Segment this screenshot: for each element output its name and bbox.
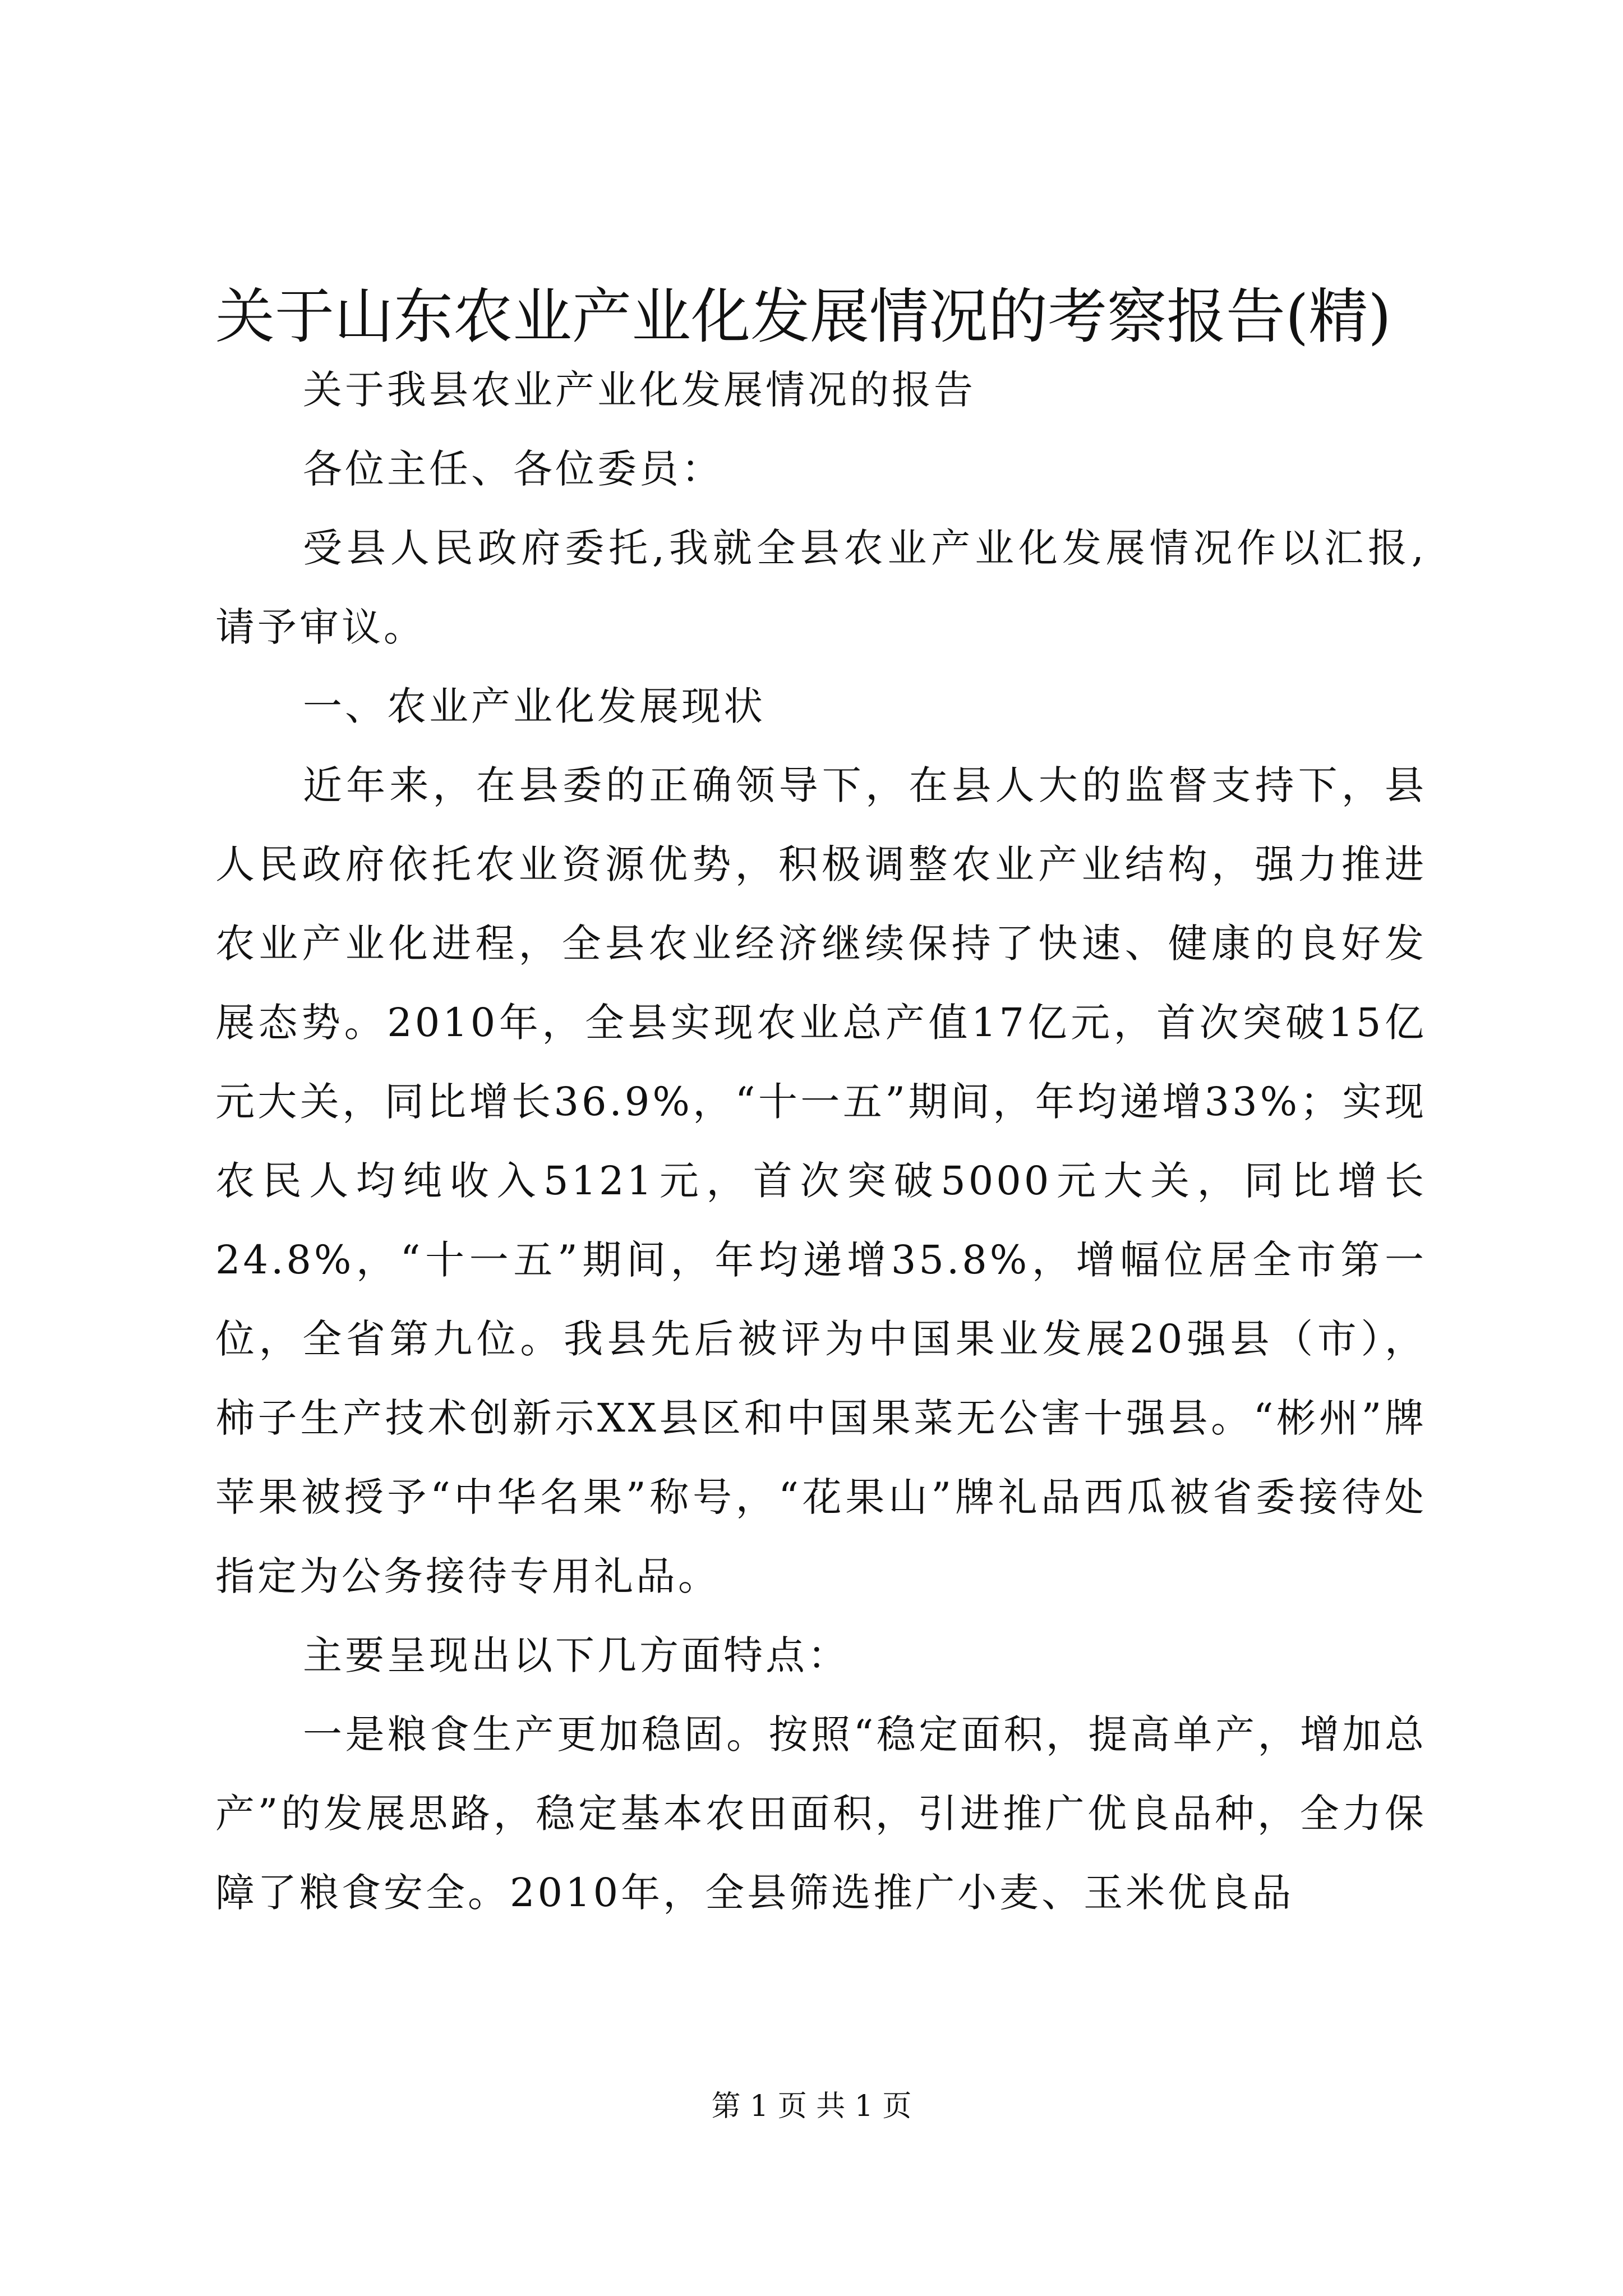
document-body (215, 351, 1427, 1932)
document-title: 关于山东农业产业化发展情况的考察报告(精) (215, 282, 1391, 351)
salutation: 各位主任、各位委员： (303, 446, 723, 492)
intro-paragraph: 受县人民政府委托,我就全县农业产业化发展情况作以汇报,请予审议。 (215, 525, 1427, 650)
report-subtitle: 关于我县农业产业化发展情况的报告 (303, 367, 976, 413)
body-paragraph: 一是粮食生产更加稳固。按照“稳定面积，提高单产，增加总产”的发展思路，稳定基本农田面积，引进推广优良品种，全力保障了粮食安全。2010年，全县筛选推广小麦、玉米优良品 (215, 1711, 1427, 1916)
body-paragraph: 近年来，在县委的正确领导下，在县人大的监督支持下，县人民政府依托农业资源优势，积极调整农业产业结构，强力推进农业产业化进程，全县农业经济继续保持了快速、健康的良好发展态势。2010年，全县实现农业总产值17亿元，首次突破15亿元大关，同比增长36.9%，“十一五”期间，年均递增33%；实现农民人均纯收入5121元，首次突破5000元大关，同比增长24.8%，“十一五”期间，年均递增35.8%，增幅位居全市第一位，全省第九位。我县先后被评为中国果业发展20强县（市），柿子生产技术创新示XX县区和中国果菜无公害十强县。“彬州”牌苹果被授予“中华名果”称号，“花果山”牌礼品西瓜被省委接待处指定为公务接待专用礼品。 (215, 762, 1427, 1599)
page-footer: 第 1 页 共 1 页 (711, 2090, 912, 2123)
body-paragraph: 主要呈现出以下几方面特点： (303, 1632, 850, 1678)
section-heading: 一、农业产业化发展现状 (303, 683, 766, 729)
